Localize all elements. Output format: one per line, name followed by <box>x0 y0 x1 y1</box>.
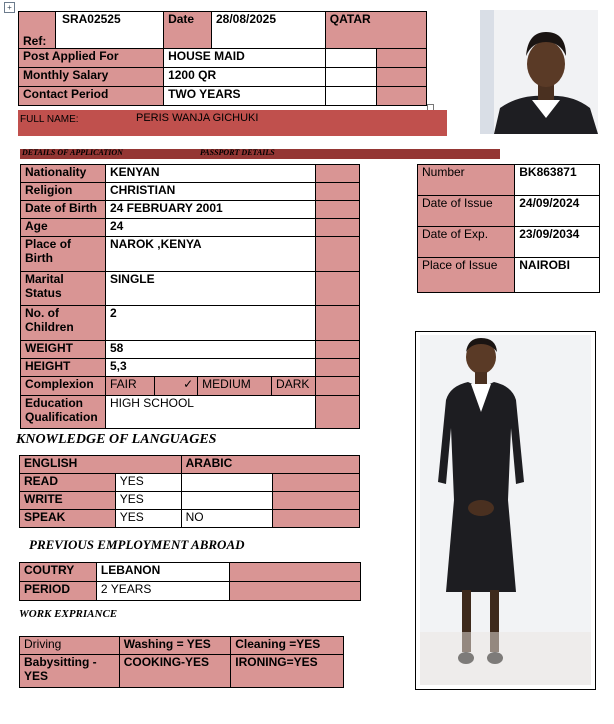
height-label: HEIGHT <box>21 359 106 377</box>
nationality-value: KENYAN <box>105 165 315 183</box>
contract-label: Contact Period <box>19 87 164 106</box>
date-label: Date <box>164 12 212 49</box>
height-value: 5,3 <box>105 359 315 377</box>
passport-number-label: Number <box>418 165 515 196</box>
country-label: COUTRY <box>20 563 97 582</box>
previous-employment-title: PREVIOUS EMPLOYMENT ABROAD <box>29 537 245 552</box>
write-arabic <box>181 492 273 510</box>
passport-place-value: NAIROBI <box>515 258 600 293</box>
passport-expiry-label: Date of Exp. <box>418 227 515 258</box>
passport-issue-value: 24/09/2024 <box>515 196 600 227</box>
complexion-medium: MEDIUM <box>198 377 272 396</box>
header-table <box>18 11 427 106</box>
read-label: READ <box>20 474 116 492</box>
complexion-label: Complexion <box>21 377 106 396</box>
speak-label: SPEAK <box>20 510 116 528</box>
religion-value: CHRISTIAN <box>105 183 315 201</box>
full-name-label: FULL NAME: <box>20 114 79 125</box>
speak-arabic: NO <box>181 510 273 528</box>
details-table <box>20 164 360 429</box>
full-body-photo <box>415 331 596 690</box>
children-label: No. of Children <box>21 306 106 341</box>
salary-label: Monthly Salary <box>19 68 164 87</box>
driving-cell: Driving <box>20 637 120 655</box>
marital-value: SINGLE <box>105 272 315 306</box>
job-value: HOUSE MAID <box>164 49 326 68</box>
work-experience-table <box>19 636 344 688</box>
period-value: 2 YEARS <box>96 582 229 601</box>
full-body-image <box>416 332 595 689</box>
languages-table <box>19 455 360 528</box>
work-experience-title: WORK EXPRIANCE <box>19 608 118 620</box>
salary-value: 1200 QR <box>164 68 326 87</box>
full-name-value: PERIS WANJA GICHUKI <box>136 112 259 124</box>
country-value-prev: LEBANON <box>96 563 229 582</box>
english-header: ENGLISH <box>20 456 182 474</box>
cleaning-cell: Cleaning =YES <box>231 637 344 655</box>
full-name-bar <box>18 110 447 136</box>
dob-label: Date of Birth <box>21 201 106 219</box>
religion-label: Religion <box>21 183 106 201</box>
previous-employment-table <box>19 562 361 601</box>
complexion-fair: FAIR <box>105 377 154 396</box>
job-label: Post Applied For <box>19 49 164 68</box>
country-value: QATAR <box>325 12 426 49</box>
passport-table <box>417 164 600 293</box>
washing-cell: Washing = YES <box>119 637 231 655</box>
date-value: 28/08/2025 <box>211 12 325 49</box>
education-value: HIGH SCHOOL <box>105 396 315 429</box>
contract-value: TWO YEARS <box>164 87 326 106</box>
weight-value: 58 <box>105 341 315 359</box>
education-label: Education Qualification <box>21 396 106 429</box>
complexion-dark: DARK <box>272 377 316 396</box>
passport-number-value: BK863871 <box>515 165 600 196</box>
passport-place-label: Place of Issue <box>418 258 515 293</box>
period-label: PERIOD <box>20 582 97 601</box>
age-label: Age <box>21 219 106 237</box>
check-icon: ✓ <box>155 377 198 396</box>
weight-label: WEIGHT <box>21 341 106 359</box>
children-value: 2 <box>105 306 315 341</box>
birthplace-label: Place of Birth <box>21 237 106 272</box>
cooking-cell: COOKING-YES <box>119 655 231 688</box>
write-english: YES <box>115 492 181 510</box>
write-label: WRITE <box>20 492 116 510</box>
read-arabic <box>181 474 273 492</box>
babysitting-cell: Babysitting - YES <box>20 655 120 688</box>
portrait-image <box>480 10 598 134</box>
table-move-handle-icon[interactable]: + <box>4 2 15 13</box>
details-section-title: DETAILS OF APPLICATION <box>22 148 123 157</box>
arabic-header: ARABIC <box>181 456 359 474</box>
read-english: YES <box>115 474 181 492</box>
ref-label: Ref: <box>19 12 56 49</box>
speak-english: YES <box>115 510 181 528</box>
passport-issue-label: Date of Issue <box>418 196 515 227</box>
birthplace-value: NAROK ,KENYA <box>105 237 315 272</box>
marital-label: Marital Status <box>21 272 106 306</box>
passport-expiry-value: 23/09/2034 <box>515 227 600 258</box>
passport-photo <box>480 10 598 134</box>
ironing-cell: IRONING=YES <box>231 655 344 688</box>
nationality-label: Nationality <box>21 165 106 183</box>
dob-value: 24 FEBRUARY 2001 <box>105 201 315 219</box>
ref-value: SRA02525 <box>55 12 163 49</box>
age-value: 24 <box>105 219 315 237</box>
languages-title: KNOWLEDGE OF LANGUAGES <box>16 432 217 447</box>
passport-section-title: PASSPORT DETAILS <box>200 148 275 157</box>
